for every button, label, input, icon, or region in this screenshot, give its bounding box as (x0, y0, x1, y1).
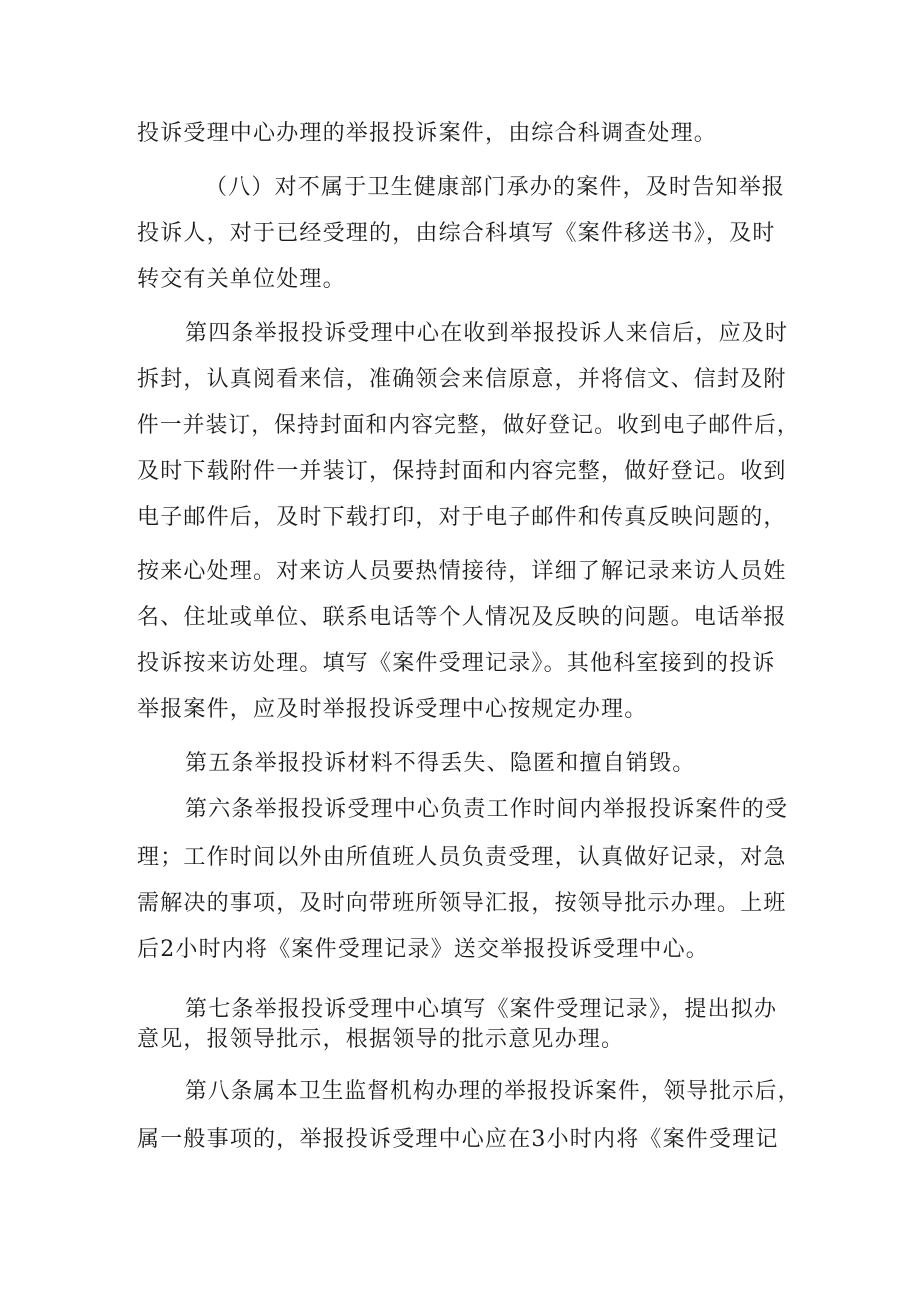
text-line: 电子邮件后，及时下载打印，对于电子邮件和传真反映问题的， (137, 505, 787, 530)
text-line: 第七条举报投诉受理中心填写《案件受理记录》，提出拟办 (185, 997, 778, 1022)
text-line: 理；工作时间以外由所值班人员负责受理，认真做好记录，对急 (137, 845, 787, 870)
text-line: 投诉受理中心办理的举报投诉案件，由综合科调查处理。 (137, 121, 718, 146)
text-line: 属一般事项的，举报投诉受理中心应在3小时内将《案件受理记 (137, 1127, 779, 1152)
text-line: 第八条属本卫生监督机构办理的举报投诉案件，领导批示后， (185, 1079, 801, 1104)
text-line: 第四条举报投诉受理中心在收到举报投诉人来信后，应及时 (185, 321, 789, 346)
text-line: 第五条举报投诉材料不得丢失、隐匿和擅自销毁。 (185, 751, 696, 776)
text-line: 投诉人，对于已经受理的，由综合科填写《案件移送书》，及时 (137, 221, 776, 246)
text-line: 意见，报领导批示，根据领导的批示意见办理。 (137, 1027, 625, 1052)
text-line: 后2小时内将《案件受理记录》送交举报投诉受理中心。 (137, 937, 709, 962)
text-line: （八）对不属于卫生健康部门承办的案件，及时告知举报 (205, 175, 786, 200)
text-line: 按来心处理。对来访人员要热情接待，详细了解记录来访人员姓 (137, 559, 787, 584)
text-line: 转交有关单位处理。 (137, 267, 346, 292)
text-line: 需解决的事项，及时向带班所领导汇报，按领导批示办理。上班 (137, 891, 787, 916)
text-line: 举报案件，应及时举报投诉受理中心按规定办理。 (137, 697, 648, 722)
text-line: 投诉按来访处理。填写《案件受理记录》。其他科室接到的投诉 (137, 651, 776, 676)
text-line: 件一并装订，保持封面和内容完整，做好登记。收到电子邮件后， (137, 413, 800, 438)
text-line: 名、住址或单位、联系电话等个人情况及反映的问题。电话举报 (137, 605, 787, 630)
text-line: 及时下载附件一并装订，保持封面和内容完整，做好登记。收到 (137, 459, 787, 484)
text-line: 第六条举报投诉受理中心负责工作时间内举报投诉案件的受 (185, 797, 789, 822)
text-line: 拆封，认真阅看来信，准确领会来信原意，并将信文、信封及附 (137, 367, 787, 392)
